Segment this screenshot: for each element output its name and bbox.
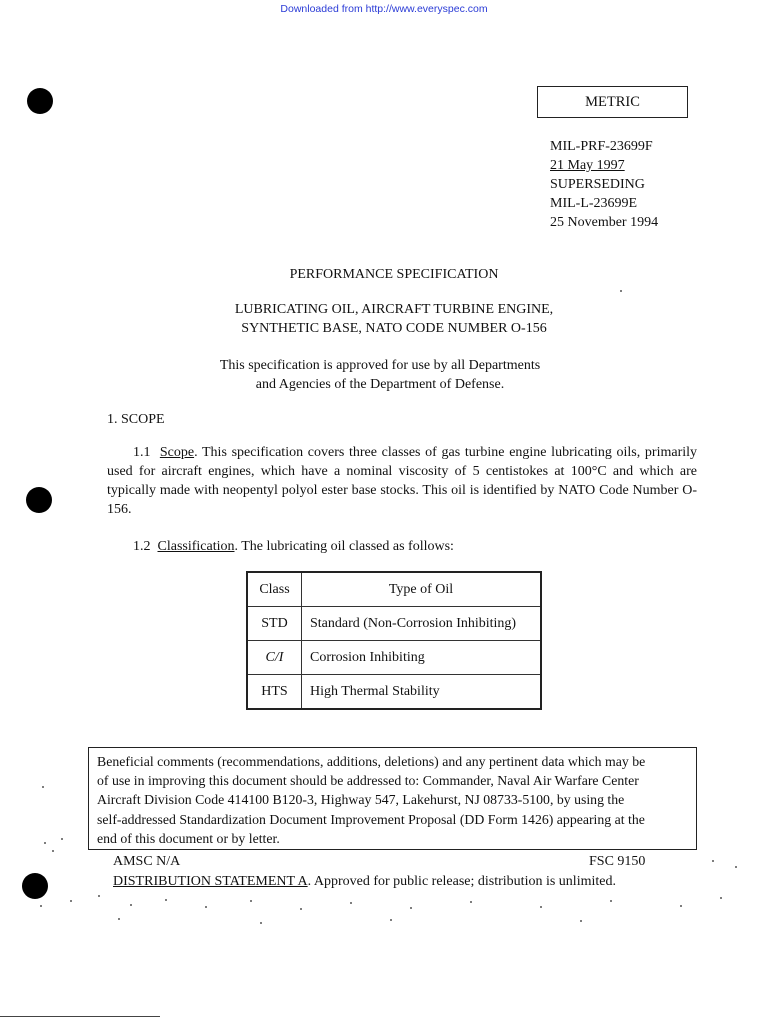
metric-label: METRIC bbox=[585, 93, 640, 110]
distribution-text: . Approved for public release; distribution is unlimited. bbox=[307, 874, 616, 889]
scope-para-title: Scope bbox=[159, 445, 195, 460]
approval-line-1: This specification is approved for use by all Departments bbox=[219, 358, 541, 373]
spec-title-line-1: LUBRICATING OIL, AIRCRAFT TURBINE ENGINE, bbox=[234, 302, 554, 317]
doc-number: MIL-PRF-23699F bbox=[550, 139, 653, 154]
comment-line-2: of use in improving this document should be addressed to: Commander, Naval Air Warfare Center bbox=[97, 773, 639, 789]
comment-line-1: Beneficial comments (recommendations, additions, deletions) and any pertinent data which may be bbox=[97, 754, 646, 769]
scope-heading: 1. SCOPE bbox=[107, 412, 165, 427]
spec-type-heading: PERFORMANCE SPECIFICATION bbox=[289, 267, 499, 282]
approval-line-2: and Agencies of the Department of Defense. bbox=[255, 377, 505, 392]
header-type-of-oil: Type of Oil bbox=[302, 572, 542, 607]
scope-para-number: 1.1 bbox=[133, 445, 151, 460]
spec-title-line-2: SYNTHETIC BASE, NATO CODE NUMBER O-156 bbox=[241, 321, 547, 336]
classification-para-number: 1.2 bbox=[133, 539, 151, 554]
amsc-label: AMSC N/A bbox=[113, 854, 181, 869]
page-edge-rule bbox=[0, 1016, 160, 1017]
comment-line-4: self-addressed Standardization Document Improvement Proposal (DD Form 1426) appearing at the bbox=[97, 811, 645, 827]
oil-type-cell: High Thermal Stability bbox=[302, 675, 542, 710]
classification-para-text: . The lubricating oil classed as follows: bbox=[234, 539, 454, 554]
superseded-doc-number: MIL-L-23699E bbox=[550, 196, 638, 211]
distribution-label: DISTRIBUTION STATEMENT A bbox=[113, 874, 308, 889]
superseding-label: SUPERSEDING bbox=[550, 177, 645, 192]
class-code-cell: C/I bbox=[247, 641, 302, 675]
oil-type-cell: Corrosion Inhibiting bbox=[302, 641, 542, 675]
class-code-cell: HTS bbox=[247, 675, 302, 710]
oil-type-cell: Standard (Non-Corrosion Inhibiting) bbox=[302, 607, 542, 641]
superseded-doc-date: 25 November 1994 bbox=[550, 215, 659, 230]
doc-date: 21 May 1997 bbox=[550, 158, 625, 173]
comment-line-3: Aircraft Division Code 414100 B120-3, Highway 547, Lakehurst, NJ 08733-5100, by using the bbox=[97, 792, 625, 808]
scope-para-text: . This specification covers three classes of gas turbine engine lubricating oils, primarily used for aircraft engines, which have a nominal viscosity of 5 centistokes at 100°C and which are typically made with neopentyl polyol ester base stocks. This oil is identified by NATO Code Number O-156. bbox=[107, 445, 698, 517]
class-code-cell: STD bbox=[247, 607, 302, 641]
download-source-link[interactable]: Downloaded from http://www.everyspec.com bbox=[280, 3, 488, 15]
header-class: Class bbox=[247, 572, 302, 607]
classification-para-title: Classification bbox=[157, 539, 235, 554]
fsc-label: FSC 9150 bbox=[589, 854, 646, 869]
comment-line-5: end of this document or by letter. bbox=[97, 830, 280, 846]
